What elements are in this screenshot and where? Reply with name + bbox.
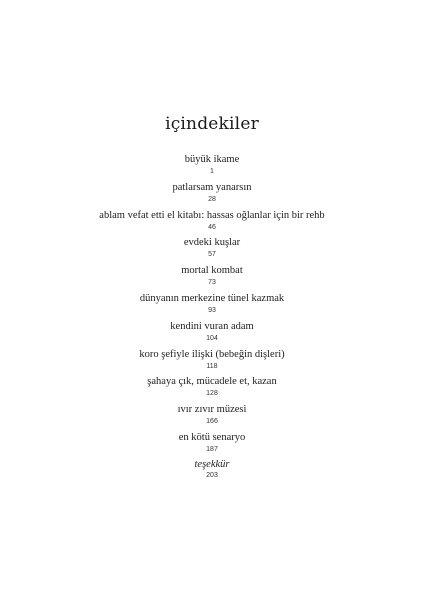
toc-entry-title: mortal kombat (181, 265, 243, 277)
toc-entry-page: 128 (206, 390, 218, 398)
toc-entry-page: 93 (208, 306, 216, 314)
toc-entry-page: 73 (208, 279, 216, 287)
toc-entry-title: ablam vefat etti el kitabı: hassas oğlanlar için bir rehb (99, 209, 325, 221)
table-of-contents (0, 153, 424, 483)
toc-entry-title: şahaya çık, mücadele et, kazan (147, 376, 277, 388)
toc-entry (0, 431, 424, 459)
toc-entry-title: büyük ikame (184, 154, 240, 165)
toc-entry-title: evdeki kuşlar (183, 237, 241, 249)
toc-entry-page: 28 (208, 195, 216, 203)
toc-entry-page: 104 (206, 334, 218, 342)
toc-entry (0, 209, 424, 237)
toc-entry (0, 348, 424, 376)
page-title: içindekiler (165, 114, 259, 134)
toc-entry (0, 403, 424, 431)
toc-entry (0, 153, 424, 181)
toc-entry-title: dünyanın merkezine tünel kazmak (139, 292, 285, 304)
toc-entry (0, 459, 424, 483)
toc-entry-title: teşekkür (194, 458, 230, 470)
toc-entry (0, 236, 424, 264)
toc-entry-title: en kötü senaryo (178, 431, 246, 443)
toc-entry-title: ıvır zıvır müzesi (177, 404, 247, 416)
toc-entry-page: 187 (206, 445, 218, 453)
toc-entry-page: 46 (208, 223, 216, 231)
toc-entry-title: kendini vuran adam (170, 320, 254, 332)
toc-entry-page: 203 (206, 471, 218, 479)
toc-entry (0, 320, 424, 348)
toc-entry-title: koro şefiyle ilişki (bebeğin dişleri) (139, 348, 285, 360)
toc-entry (0, 181, 424, 209)
toc-entry (0, 292, 424, 320)
toc-entry-page: 166 (206, 418, 218, 426)
toc-entry-page: 57 (208, 251, 216, 259)
toc-entry-page: 1 (210, 168, 214, 175)
toc-entry-page: 118 (206, 362, 218, 370)
toc-entry-title: patlarsam yanarsın (172, 181, 252, 193)
toc-entry (0, 375, 424, 403)
toc-entry (0, 264, 424, 292)
